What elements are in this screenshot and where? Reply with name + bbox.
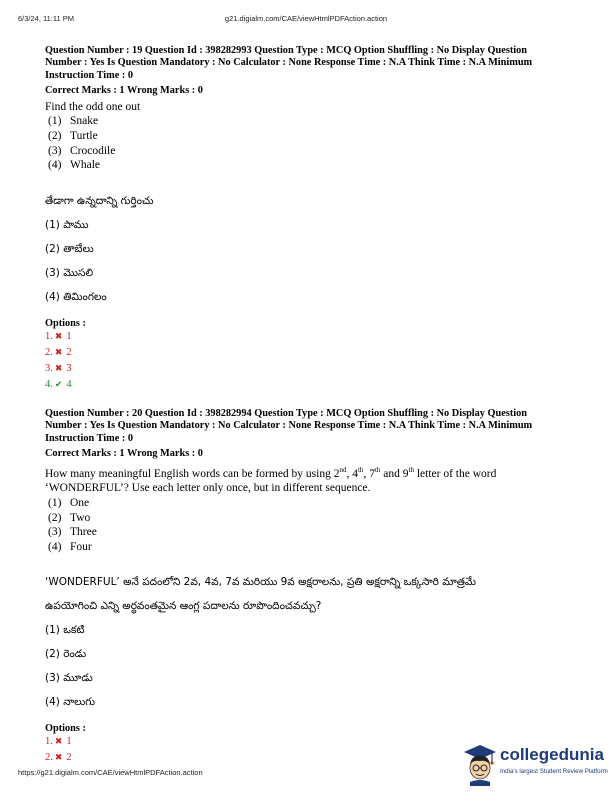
telugu-option: (4) తిమింగలం: [45, 290, 107, 303]
option-item: (1) One: [48, 496, 90, 509]
answer-options-list: [45, 329, 580, 393]
question-text-english: Find the odd one out (1) Snake (2) Turtle (3) Crocodile (4) Whale: [45, 100, 580, 173]
cross-icon: ✖: [54, 753, 63, 764]
question-marks: Correct Marks : 1 Wrong Marks : 0: [45, 84, 203, 96]
telugu-option: (1) ఒకటి: [45, 624, 85, 637]
answer-option-wrong: 1. ✖ 1: [45, 330, 72, 342]
telugu-option: (1) పాము: [45, 218, 89, 231]
print-header-url: g21.digialm.com/CAE/viewHtmlPDFAction.action: [224, 14, 388, 23]
answer-option-wrong: 2. ✖ 2: [45, 346, 72, 358]
print-footer-url: https://g21.digialm.com/CAE/viewHtmlPDFAction.action: [18, 768, 203, 777]
question-19: [45, 45, 580, 393]
brand-name: collegedunia: [500, 745, 604, 764]
question-meta: Question Number : 20 Question Id : 398282994 Question Type : MCQ Option Shuffling : No Display Question Number : Yes Is Question Mandatory : No Calculator : None Response Time : N.A Think Time : N.A Minimum Instruction Time : 0: [45, 408, 533, 444]
telugu-option: (2) తాబేలు: [45, 242, 94, 255]
check-icon: ✔: [54, 379, 63, 390]
option-item: (3) Crocodile: [48, 144, 116, 157]
option-item: (4) Four: [48, 540, 92, 553]
question-meta: Question Number : 19 Question Id : 398282993 Question Type : MCQ Option Shuffling : No Display Question Number : Yes Is Question Mandatory : No Calculator : None Response Time : N.A Think Time : N.A Minimum Instruction Time : 0: [45, 45, 533, 81]
option-item: (4) Whale: [48, 159, 101, 172]
brand-tagline: India's largest Student Review Platform: [500, 768, 608, 775]
question-20: [45, 408, 580, 766]
cross-icon: ✖: [54, 737, 63, 748]
cross-icon: ✖: [54, 363, 63, 374]
option-item: (2) Turtle: [48, 130, 98, 143]
question-text-telugu: ‘WONDERFUL’ అనే పదంలోని 2వ, 4వ, 7వ మరియు 9వ అక్షరాలను, ప్రతి అక్షరాన్ని ఒక్కసారి మాత్రమే ఉపయోగించి ఎన్ని అర్థవంతమైన ఆంగ్ల పదాలను రూపొందించవచ్చు?: [45, 576, 476, 613]
option-item: (3) Three: [48, 526, 97, 539]
student-mascot-icon: [462, 742, 498, 786]
question-marks: Correct Marks : 1 Wrong Marks : 0: [45, 447, 203, 459]
answer-option-correct: 4. ✔ 4: [45, 378, 72, 390]
option-item: (2) Two: [48, 511, 91, 524]
telugu-option: (4) నాలుగు: [45, 696, 95, 709]
options-heading: Options :: [45, 317, 86, 329]
options-heading: Options :: [45, 723, 86, 735]
answer-option-wrong: 3. ✖ 3: [45, 362, 72, 374]
answer-option-wrong: 2. ✖ 2: [45, 752, 72, 764]
print-datetime: 6/3/24, 11:11 PM: [18, 14, 75, 23]
question-text-english: How many meaningful English words can be formed by using 2nd, 4th, 7th and 9th letter of the word ‘WONDERFUL’? Use each letter only once, but in different sequence. (1) One (2) Two (3) Three (4) Four: [45, 463, 580, 554]
telugu-option: (2) రెండు: [45, 648, 87, 661]
telugu-option: (3) మూడు: [45, 672, 93, 685]
collegedunia-logo: [462, 742, 612, 788]
answer-option-wrong: 1. ✖ 1: [45, 736, 72, 748]
question-text-telugu: తేడాగా ఉన్నదాన్ని గుర్తించు: [45, 194, 154, 207]
cross-icon: ✖: [54, 347, 63, 358]
option-item: (1) Snake: [48, 115, 99, 128]
cross-icon: ✖: [54, 331, 63, 342]
telugu-option: (3) మొసలి: [45, 266, 94, 279]
